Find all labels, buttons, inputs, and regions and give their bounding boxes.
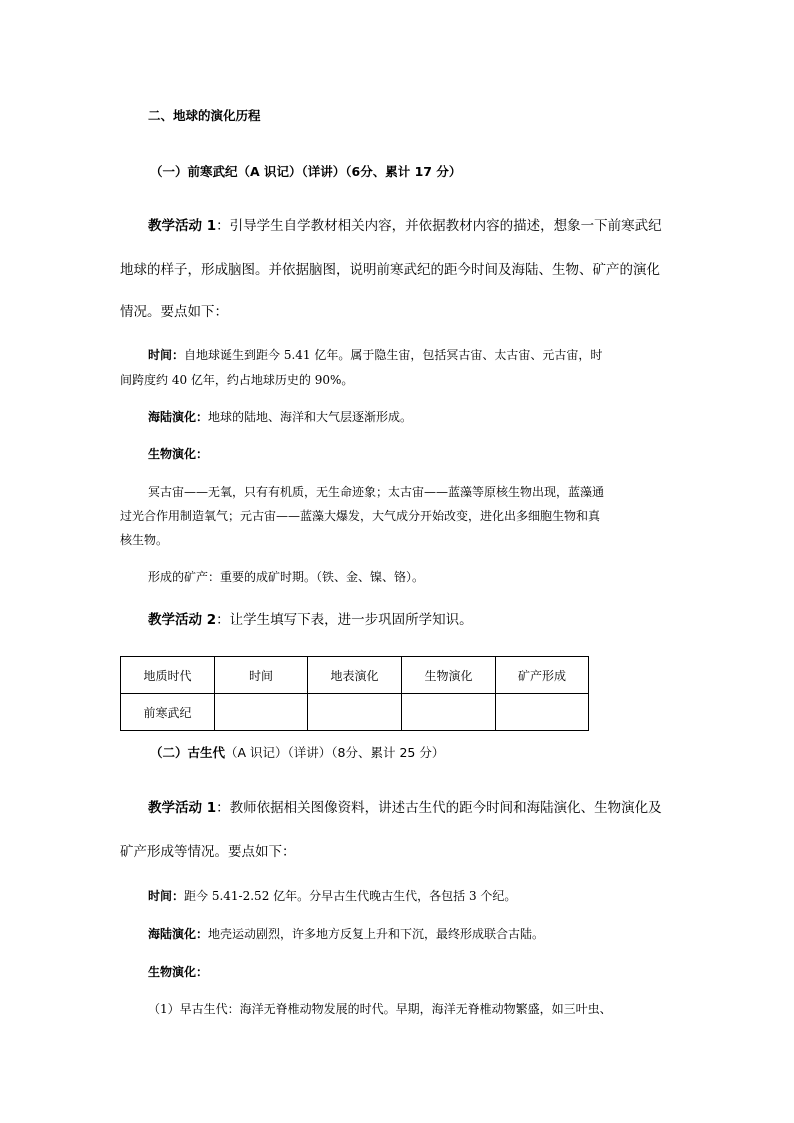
activity1-line1 [148,220,662,234]
table-header-cell: 时间 [215,657,308,694]
subsection-title-main: （二）古生代 [150,745,226,760]
subsection-title-precambrian: （一）前寒武纪（A 识记）（详讲）（6分、累计 17 分） [150,164,462,179]
activity-text: ：让学生填写下表，进一步巩固所学知识。 [216,612,473,628]
table-header-cell: 生物演化 [402,657,496,694]
bio-label: 生物演化： [148,447,209,461]
subsection-title-detail: （A 识记）（详讲）（8分、累计 25 分） [225,745,445,760]
time-line2: 间跨度约 40 亿年，约占地球历史的 90%。 [120,373,354,387]
time-text: 自地球诞生到距今 5.41 亿年。属于隐生宙，包括冥古宙、太古宙、元古宙，时 [184,348,603,362]
sealand-label: 海陆演化： [148,927,209,941]
activity-text: ：教师依据相关图像资料，讲述古生代的距今时间和海陆演化、生物演化及 [216,800,662,816]
pz-time-line [148,890,516,902]
review-table [120,656,589,731]
pz-bio-item1: （1）早古生代：海洋无脊椎动物发展的时代。早期，海洋无脊椎动物繁盛，如三叶虫、 [148,1002,612,1016]
activity-label: 教学活动 2 [148,612,217,628]
table-header-cell: 地表演化 [308,657,402,694]
bio-line2: 过光合作用制造氧气；元古宙——蓝藻大爆发，大气成分开始改变，进化出多细胞生物和真 [120,509,601,523]
pz-bio-label: 生物演化： [148,965,209,979]
table-cell: 前寒武纪 [121,694,215,731]
activity1-line3: 情况。要点如下： [120,304,228,320]
activity1-line2: 地球的样子，形成脑图。并依据脑图，说明前寒武纪的距今时间及海陆、生物、矿产的演化 [120,262,660,278]
pz-sealand-line [148,928,544,940]
sealand-label: 海陆演化： [148,410,209,424]
table-cell [308,694,402,731]
pz-activity1-line2: 矿产形成等情况。要点如下： [120,844,296,860]
time-label: 时间： [148,348,185,362]
time-text: 距今 5.41-2.52 亿年。分早古生代晚古生代，各包括 3 个纪。 [184,889,517,903]
activity-text: ：引导学生自学教材相关内容，并依据教材内容的描述，想象一下前寒武纪 [216,218,662,234]
sealand-text: 地球的陆地、海洋和大气层逐渐形成。 [208,410,413,424]
activity-label: 教学活动 1 [148,800,217,816]
subsection-title-paleozoic [150,747,444,760]
section-heading: 二、地球的演化历程 [148,108,261,123]
table-row [121,694,589,731]
activity2-line [148,614,473,628]
table-cell [402,694,496,731]
table-cell [215,694,308,731]
time-label: 时间： [148,889,185,903]
bio-line3: 核生物。 [120,533,169,547]
table-header-cell: 矿产形成 [496,657,589,694]
table-header-row [121,657,589,694]
sealand-text: 地壳运动剧烈，许多地方反复上升和下沉，最终形成联合古陆。 [208,927,545,941]
pz-activity1-line1 [148,802,662,816]
mineral-line: 形成的矿产：重要的成矿时期。（铁、金、镍、铬）。 [148,570,425,584]
time-line1 [148,349,602,361]
bio-line1: 冥古宙——无氧，只有有机质，无生命迹象；太古宙——蓝藻等原核生物出现，蓝藻通 [148,485,605,499]
activity-label: 教学活动 1 [148,218,217,234]
table-header-cell: 地质时代 [121,657,215,694]
table-cell [496,694,589,731]
sealand-line [148,411,412,423]
